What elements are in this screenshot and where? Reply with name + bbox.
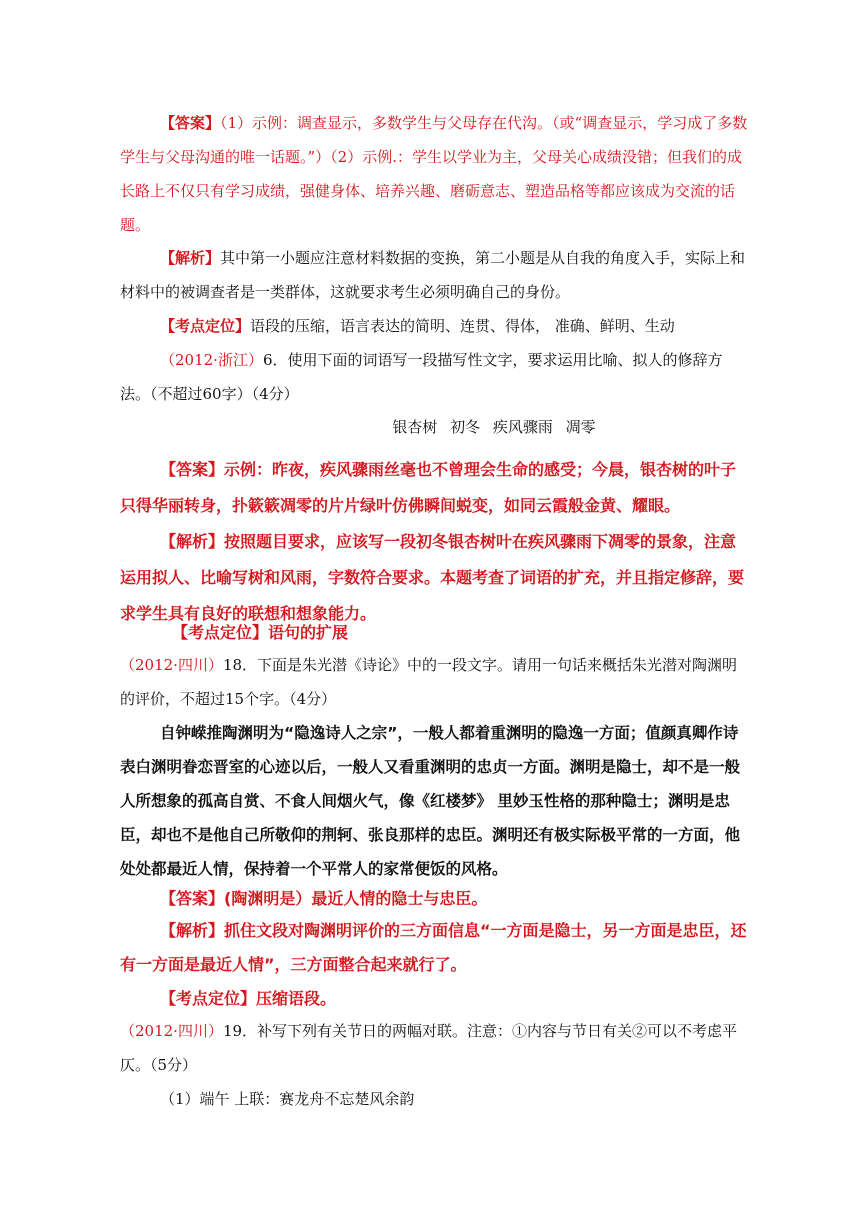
analysis-block-6: 【解析】按照题目要求，应该写一段初冬银杏树叶在疾风骤雨下凋零的景象，注意运用拟人、比喻写树和风雨，字数符合要求。本题考查了词语的扩充，并且指定修辞，要求学生具有良好的联想和想象能力。 <box>120 532 745 623</box>
answer-block-1: 【答案】（1）示例：调查显示，多数学生与父母存在代沟。（或“调查显示，学习成了多数学生与父母沟通的唯一话题。”）（2）示例.：学生以学业为主，父母关心成绩没错；但我们的成长路上不仅只有学习成绩，强健身体、培养兴趣、磨砺意志、塑造品格等都应该成为交流的话题。 <box>120 114 748 234</box>
analysis-block-18: 【解析】抓住文段对陶渊明评价的三方面信息“一方面是隐士，另一方面是忠臣，还有一方面是最近人情”，三方面整合起来就行了。 <box>120 921 747 974</box>
question-6: （2012·浙江）6．使用下面的词语写一段描写性文字，要求运用比喻、拟人的修辞方法。（不超过60字）（4分） <box>120 351 723 403</box>
kaodian-block-6: 【考点定位】语句的扩展 <box>172 623 349 642</box>
answer-block-18: 【答案】(陶渊明是）最近人情的隐士与忠臣。 <box>160 889 488 908</box>
analysis-block-1: 【解析】其中第一小题应注意材料数据的变换，第二小题是从自我的角度入手，实际上和材料中的被调查者是一类群体，这就要求考生必须明确自己的身份。 <box>120 249 746 301</box>
answer-block-6: 【答案】示例：昨夜，疾风骤雨丝毫也不曾理会生命的感受；今晨，银杏树的叶子只得华丽转身，扑簌簌凋零的片片绿叶仿佛瞬间蜕变，如同云霞般金黄、耀眼。 <box>120 460 737 515</box>
question-19-item-1: （1）端午 上联：赛龙舟不忘楚风余韵 <box>160 1090 415 1108</box>
passage-18: 自钟嵘推陶渊明为“隐逸诗人之宗”，一般人都着重渊明的隐逸一方面；值颜真卿作诗表白渊明眷恋晋室的心迹以后，一般人又看重渊明的忠贞一方面。渊明是隐士，却不是一般人所想象的孤高自赏、不食人间烟火气，像《红楼梦》 里妙玉性格的那种隐士；渊明是忠臣，却也不是他自己所敬仰的荆轲、张良那样的忠臣。渊明还有极实际极平常的一方面，他处处都最近人情，保持着一个平常人的家常便饭的风格。 <box>120 724 741 878</box>
question-19: （2012·四川）19．补写下列有关节日的两幅对联。注意：①内容与节日有关②可以不考虑平仄。（5分） <box>120 1022 738 1074</box>
kaodian-block-18: 【考点定位】压缩语段。 <box>160 989 337 1008</box>
kaodian-block-1: 【考点定位】语段的压缩，语言表达的简明、连贯、得体， 准确、鲜明、生动 <box>160 317 675 335</box>
word-list: 银杏树 初冬 疾风骤雨 凋零 <box>392 418 596 436</box>
question-18: （2012·四川）18．下面是朱光潜《诗论》中的一段文字。请用一句话来概括朱光潜对陶渊明的评价，不超过15个字。（4分） <box>120 656 738 708</box>
